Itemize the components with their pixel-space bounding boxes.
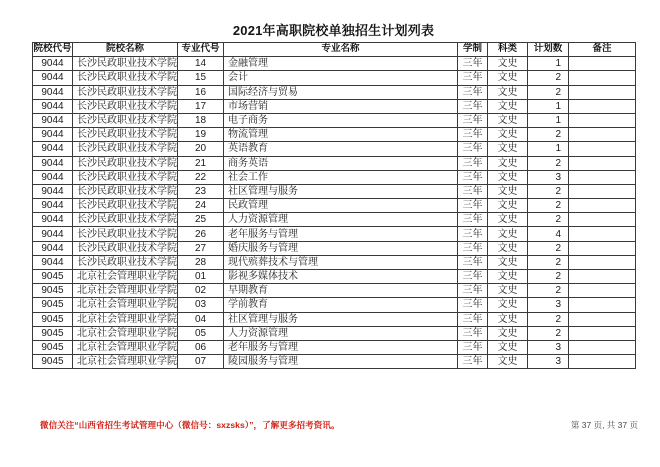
cell-duration: 三年	[458, 71, 488, 85]
cell-remark	[569, 170, 636, 184]
cell-major-name: 会计	[224, 71, 458, 85]
cell-major-code: 17	[178, 99, 224, 113]
cell-college-name: 长沙民政职业技术学院	[73, 128, 178, 142]
cell-plan-count: 2	[528, 255, 569, 269]
cell-category: 文史	[488, 128, 528, 142]
cell-plan-count: 2	[528, 312, 569, 326]
cell-college-code: 9044	[33, 142, 73, 156]
table-row	[33, 142, 636, 156]
cell-duration: 三年	[458, 340, 488, 354]
cell-college-name: 长沙民政职业技术学院	[73, 255, 178, 269]
table-row	[33, 57, 636, 71]
cell-college-code: 9044	[33, 156, 73, 170]
column-header-major-name: 专业名称	[224, 43, 458, 57]
table-row	[33, 128, 636, 142]
cell-college-name: 长沙民政职业技术学院	[73, 99, 178, 113]
cell-duration: 三年	[458, 255, 488, 269]
cell-remark	[569, 227, 636, 241]
cell-remark	[569, 128, 636, 142]
cell-plan-count: 3	[528, 355, 569, 369]
cell-college-name: 北京社会管理职业学院	[73, 312, 178, 326]
cell-remark	[569, 184, 636, 198]
cell-plan-count: 4	[528, 227, 569, 241]
cell-major-code: 04	[178, 312, 224, 326]
cell-duration: 三年	[458, 99, 488, 113]
cell-category: 文史	[488, 99, 528, 113]
cell-category: 文史	[488, 227, 528, 241]
cell-major-name: 人力资源管理	[224, 326, 458, 340]
cell-category: 文史	[488, 156, 528, 170]
cell-major-code: 24	[178, 199, 224, 213]
cell-category: 文史	[488, 142, 528, 156]
cell-remark	[569, 199, 636, 213]
cell-major-code: 23	[178, 184, 224, 198]
table-row	[33, 156, 636, 170]
cell-college-name: 长沙民政职业技术学院	[73, 156, 178, 170]
cell-plan-count: 2	[528, 213, 569, 227]
cell-category: 文史	[488, 270, 528, 284]
cell-duration: 三年	[458, 184, 488, 198]
table-row	[33, 326, 636, 340]
cell-major-name: 国际经济与贸易	[224, 85, 458, 99]
cell-remark	[569, 270, 636, 284]
cell-plan-count: 1	[528, 142, 569, 156]
table-body	[33, 57, 636, 369]
cell-duration: 三年	[458, 170, 488, 184]
cell-major-name: 老年服务与管理	[224, 227, 458, 241]
cell-major-code: 05	[178, 326, 224, 340]
cell-duration: 三年	[458, 128, 488, 142]
cell-duration: 三年	[458, 355, 488, 369]
page-indicator: 第 37 页, 共 37 页	[570, 420, 638, 430]
cell-college-code: 9044	[33, 184, 73, 198]
cell-plan-count: 2	[528, 184, 569, 198]
cell-major-code: 02	[178, 284, 224, 298]
table-row	[33, 355, 636, 369]
cell-major-code: 28	[178, 255, 224, 269]
cell-duration: 三年	[458, 270, 488, 284]
cell-major-name: 社区管理与服务	[224, 312, 458, 326]
cell-college-code: 9045	[33, 298, 73, 312]
cell-category: 文史	[488, 170, 528, 184]
cell-plan-count: 2	[528, 128, 569, 142]
cell-major-code: 22	[178, 170, 224, 184]
cell-major-name: 现代殡葬技术与管理	[224, 255, 458, 269]
cell-duration: 三年	[458, 312, 488, 326]
table-row	[33, 340, 636, 354]
cell-plan-count: 1	[528, 99, 569, 113]
cell-college-name: 长沙民政职业技术学院	[73, 142, 178, 156]
cell-major-code: 18	[178, 113, 224, 127]
enrollment-plan-table	[32, 42, 636, 369]
cell-major-name: 学前教育	[224, 298, 458, 312]
cell-duration: 三年	[458, 156, 488, 170]
cell-major-code: 25	[178, 213, 224, 227]
column-header-category: 科类	[488, 43, 528, 57]
table-row	[33, 170, 636, 184]
cell-major-name: 老年服务与管理	[224, 340, 458, 354]
cell-major-code: 15	[178, 71, 224, 85]
cell-plan-count: 2	[528, 241, 569, 255]
table-row	[33, 241, 636, 255]
cell-major-name: 民政管理	[224, 199, 458, 213]
column-header-college-code: 院校代号	[33, 43, 73, 57]
cell-college-code: 9045	[33, 326, 73, 340]
cell-college-name: 长沙民政职业技术学院	[73, 241, 178, 255]
cell-plan-count: 2	[528, 284, 569, 298]
cell-college-name: 长沙民政职业技术学院	[73, 184, 178, 198]
cell-major-name: 陵园服务与管理	[224, 355, 458, 369]
cell-plan-count: 3	[528, 340, 569, 354]
table-row	[33, 199, 636, 213]
cell-major-name: 早期教育	[224, 284, 458, 298]
cell-duration: 三年	[458, 213, 488, 227]
cell-remark	[569, 255, 636, 269]
cell-major-name: 英语教育	[224, 142, 458, 156]
cell-college-code: 9044	[33, 199, 73, 213]
table-header	[33, 43, 636, 57]
cell-major-code: 01	[178, 270, 224, 284]
cell-major-code: 07	[178, 355, 224, 369]
cell-college-name: 长沙民政职业技术学院	[73, 71, 178, 85]
cell-college-code: 9044	[33, 85, 73, 99]
table-row	[33, 227, 636, 241]
cell-remark	[569, 99, 636, 113]
cell-college-code: 9045	[33, 355, 73, 369]
cell-college-code: 9045	[33, 284, 73, 298]
table-row	[33, 113, 636, 127]
cell-duration: 三年	[458, 227, 488, 241]
cell-college-code: 9044	[33, 128, 73, 142]
table-row	[33, 213, 636, 227]
cell-college-code: 9044	[33, 99, 73, 113]
cell-college-name: 长沙民政职业技术学院	[73, 170, 178, 184]
cell-major-code: 19	[178, 128, 224, 142]
cell-major-name: 金融管理	[224, 57, 458, 71]
cell-duration: 三年	[458, 284, 488, 298]
cell-plan-count: 2	[528, 270, 569, 284]
cell-major-name: 电子商务	[224, 113, 458, 127]
cell-category: 文史	[488, 57, 528, 71]
cell-college-name: 北京社会管理职业学院	[73, 326, 178, 340]
table-row	[33, 284, 636, 298]
cell-plan-count: 2	[528, 71, 569, 85]
cell-plan-count: 2	[528, 156, 569, 170]
cell-college-name: 长沙民政职业技术学院	[73, 213, 178, 227]
cell-college-code: 9044	[33, 255, 73, 269]
cell-college-code: 9045	[33, 312, 73, 326]
cell-major-name: 婚庆服务与管理	[224, 241, 458, 255]
table-row	[33, 71, 636, 85]
cell-college-code: 9044	[33, 241, 73, 255]
cell-category: 文史	[488, 340, 528, 354]
cell-remark	[569, 241, 636, 255]
cell-major-code: 20	[178, 142, 224, 156]
cell-major-name: 商务英语	[224, 156, 458, 170]
cell-category: 文史	[488, 284, 528, 298]
cell-remark	[569, 142, 636, 156]
cell-college-code: 9045	[33, 340, 73, 354]
table-row	[33, 99, 636, 113]
cell-major-code: 06	[178, 340, 224, 354]
cell-duration: 三年	[458, 298, 488, 312]
cell-duration: 三年	[458, 326, 488, 340]
cell-plan-count: 3	[528, 298, 569, 312]
cell-remark	[569, 85, 636, 99]
cell-college-name: 长沙民政职业技术学院	[73, 113, 178, 127]
cell-major-code: 14	[178, 57, 224, 71]
cell-college-code: 9045	[33, 270, 73, 284]
cell-duration: 三年	[458, 57, 488, 71]
page-title: 2021年高职院校单独招生计划列表	[232, 23, 435, 38]
cell-college-code: 9044	[33, 213, 73, 227]
cell-college-name: 长沙民政职业技术学院	[73, 57, 178, 71]
cell-major-name: 物流管理	[224, 128, 458, 142]
cell-duration: 三年	[458, 241, 488, 255]
cell-major-name: 市场营销	[224, 99, 458, 113]
column-header-remarks: 备注	[569, 43, 636, 57]
cell-major-code: 26	[178, 227, 224, 241]
cell-college-code: 9044	[33, 170, 73, 184]
cell-remark	[569, 213, 636, 227]
cell-college-name: 长沙民政职业技术学院	[73, 227, 178, 241]
cell-category: 文史	[488, 113, 528, 127]
wechat-footer-note: 微信关注“山西省招生考试管理中心（微信号：sxzsks）”，了解更多招考资讯。	[40, 420, 340, 430]
cell-remark	[569, 355, 636, 369]
cell-plan-count: 1	[528, 113, 569, 127]
cell-category: 文史	[488, 355, 528, 369]
table-row	[33, 184, 636, 198]
cell-category: 文史	[488, 255, 528, 269]
cell-remark	[569, 156, 636, 170]
cell-remark	[569, 113, 636, 127]
cell-category: 文史	[488, 241, 528, 255]
cell-remark	[569, 298, 636, 312]
cell-college-code: 9044	[33, 57, 73, 71]
cell-major-name: 影视多媒体技术	[224, 270, 458, 284]
cell-category: 文史	[488, 184, 528, 198]
cell-category: 文史	[488, 298, 528, 312]
cell-remark	[569, 57, 636, 71]
table-row	[33, 85, 636, 99]
column-header-major-code: 专业代号	[178, 43, 224, 57]
cell-major-name: 人力资源管理	[224, 213, 458, 227]
cell-major-code: 16	[178, 85, 224, 99]
column-header-college-name: 院校名称	[73, 43, 178, 57]
cell-remark	[569, 340, 636, 354]
cell-college-code: 9044	[33, 113, 73, 127]
cell-college-code: 9044	[33, 71, 73, 85]
column-header-plan-count: 计划数	[528, 43, 569, 57]
column-header-duration: 学制	[458, 43, 488, 57]
cell-category: 文史	[488, 213, 528, 227]
cell-plan-count: 2	[528, 326, 569, 340]
cell-college-name: 长沙民政职业技术学院	[73, 85, 178, 99]
table-row	[33, 312, 636, 326]
table-row	[33, 270, 636, 284]
cell-college-code: 9044	[33, 227, 73, 241]
cell-plan-count: 1	[528, 57, 569, 71]
cell-college-name: 北京社会管理职业学院	[73, 284, 178, 298]
table-row	[33, 255, 636, 269]
cell-major-code: 27	[178, 241, 224, 255]
cell-college-name: 长沙民政职业技术学院	[73, 199, 178, 213]
cell-duration: 三年	[458, 113, 488, 127]
cell-major-name: 社会工作	[224, 170, 458, 184]
cell-category: 文史	[488, 199, 528, 213]
cell-college-name: 北京社会管理职业学院	[73, 298, 178, 312]
cell-major-code: 21	[178, 156, 224, 170]
cell-plan-count: 2	[528, 199, 569, 213]
cell-remark	[569, 312, 636, 326]
cell-plan-count: 2	[528, 85, 569, 99]
cell-plan-count: 3	[528, 170, 569, 184]
header-row	[33, 43, 636, 57]
table-row	[33, 298, 636, 312]
cell-category: 文史	[488, 326, 528, 340]
cell-duration: 三年	[458, 85, 488, 99]
cell-college-name: 北京社会管理职业学院	[73, 340, 178, 354]
cell-remark	[569, 71, 636, 85]
cell-remark	[569, 284, 636, 298]
cell-duration: 三年	[458, 142, 488, 156]
cell-category: 文史	[488, 85, 528, 99]
cell-major-code: 03	[178, 298, 224, 312]
cell-major-name: 社区管理与服务	[224, 184, 458, 198]
cell-category: 文史	[488, 312, 528, 326]
cell-remark	[569, 326, 636, 340]
cell-category: 文史	[488, 71, 528, 85]
cell-duration: 三年	[458, 199, 488, 213]
cell-college-name: 北京社会管理职业学院	[73, 355, 178, 369]
cell-college-name: 北京社会管理职业学院	[73, 270, 178, 284]
